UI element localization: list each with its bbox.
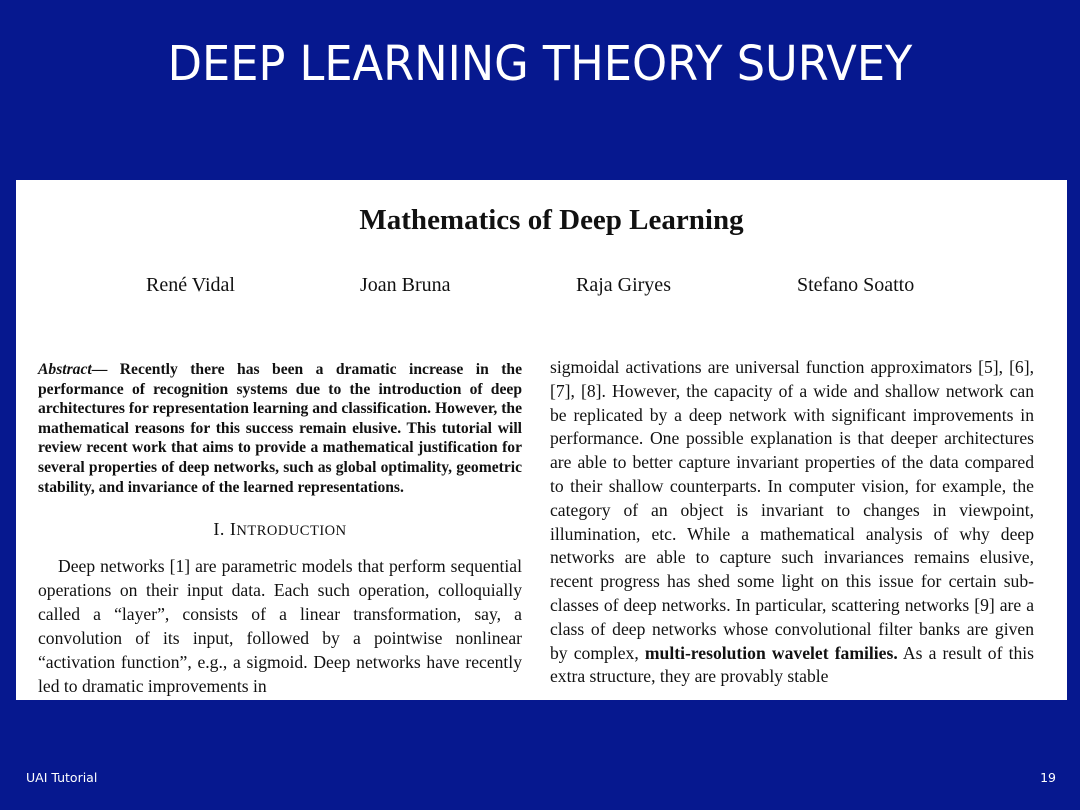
slide-title: DEEP LEARNING THEORY SURVEY xyxy=(167,36,913,92)
author-name: Raja Giryes xyxy=(576,274,671,296)
paper-title: Mathematics of Deep Learning xyxy=(359,204,744,236)
footer-label: UAI Tutorial xyxy=(26,770,98,785)
abstract-dash: — xyxy=(91,361,108,378)
right-paragraph xyxy=(550,356,1034,689)
right-text-before: sigmoidal activations are universal function approximators [5], [6], [7], [8]. However, the capacity of a wide and shallow network can be replicated by a deep network with significant improvements in performance. One possible explanation is that deeper architectures are able to better capture invariant properties of the data compared to their shallow counterparts. In computer vision, for example, the category of an object is invariant to changes in viewpoint, illumination, etc. While a mathematical analysis of why deep networks are able to capture such invariances remains elusive, recent progress has shed some light on this issue for certain sub-classes of deep networks. In particular, scattering networks [9] are a class of deep networks whose convolutional filter banks are given by complex, xyxy=(550,357,1034,663)
right-text-after: As a result of this extra structure, they are provably stable xyxy=(550,642,1034,687)
abstract xyxy=(38,360,522,497)
right-text-bold: multi-resolution wavelet families. xyxy=(644,642,898,663)
author-name: Stefano Soatto xyxy=(797,274,915,296)
right-column xyxy=(550,356,1034,689)
page-number: 19 xyxy=(1040,770,1056,785)
section-first-letter: I xyxy=(229,519,237,540)
left-column xyxy=(38,360,522,698)
author-list xyxy=(16,274,1067,304)
section-heading xyxy=(38,519,522,540)
abstract-text: Recently there has been a dramatic increase in the performance of recognition systems due to the introduction of deep architectures for representation learning and classification. However, the mathematical reasons for this success remain elusive. This tutorial will review recent work that aims to provide a mathematical justification for several properties of deep networks, such as global optimality, geometric stability, and invariance of the learned representations. xyxy=(38,361,522,496)
author-name: René Vidal xyxy=(146,274,235,296)
section-rest: NTRODUCTION xyxy=(236,523,347,540)
intro-paragraph: Deep networks [1] are parametric models that perform sequential operations on their input data. Each such operation, colloquially called a “layer”, consists of a linear transformation, say, a convolution of its input, followed by a pointwise nonlinear “activation function”, e.g., a sigmoid. Deep networks have recently led to dramatic improvements in xyxy=(38,556,522,697)
section-numeral: I. xyxy=(213,519,225,540)
paper-excerpt xyxy=(16,180,1067,700)
abstract-lead: Abstract xyxy=(38,361,92,378)
author-name: Joan Bruna xyxy=(360,274,451,296)
